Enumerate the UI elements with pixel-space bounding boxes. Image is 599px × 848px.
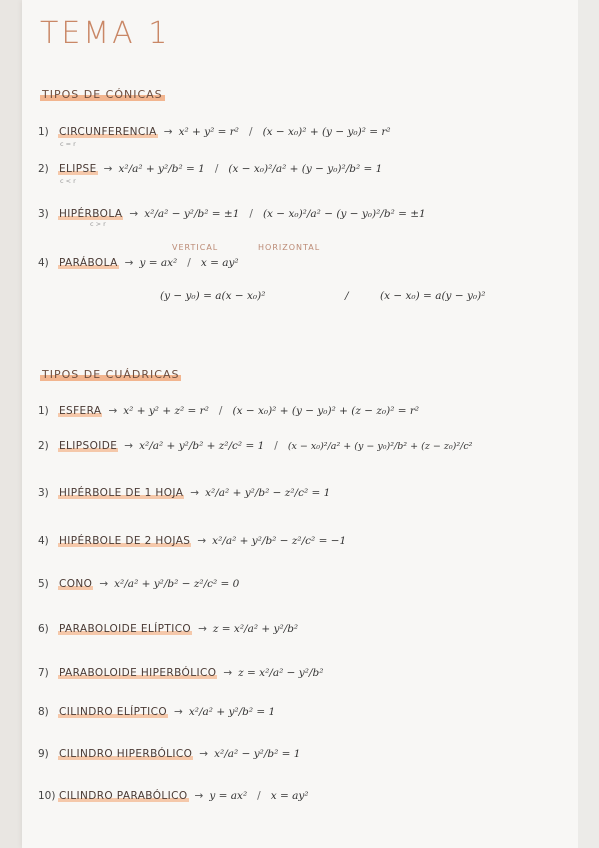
- arrow-icon: →: [163, 126, 173, 138]
- tag-horizontal: HORIZONTAL: [258, 243, 321, 252]
- conica-row: [38, 257, 579, 269]
- separator: /: [187, 257, 191, 269]
- separator: /: [218, 405, 223, 417]
- separator: /: [274, 440, 278, 452]
- equation-general: (x − x₀)²/a² + (y − y₀)²/b² + (z − z₀)²/c²: [287, 441, 473, 452]
- cuadrica-row: [38, 706, 579, 718]
- item-number: 2): [38, 440, 49, 452]
- arrow-icon: →: [223, 667, 233, 679]
- equation-general: (x − x₀)² + (y − y₀)² = r²: [262, 126, 391, 138]
- separator: /: [214, 163, 219, 175]
- cuadrica-row: [38, 405, 579, 417]
- item-name: PARÁBOLA: [59, 257, 118, 269]
- tag-vertical: VERTICAL: [172, 243, 219, 252]
- item-number: 4): [38, 257, 49, 269]
- condition-note: c < r: [60, 177, 76, 185]
- equation: z = x²/a² + y²/b²: [212, 623, 299, 635]
- separator: /: [257, 790, 261, 802]
- item-name: HIPÉRBOLE DE 1 HOJA: [59, 487, 184, 499]
- item-name: CILINDRO PARABÓLICO: [59, 790, 188, 802]
- condition-note: c > r: [90, 220, 106, 228]
- item-name: ELIPSE: [59, 163, 97, 175]
- arrow-icon: →: [108, 405, 118, 417]
- arrow-icon: →: [124, 257, 134, 269]
- equation-general: (x − x₀)²/a² − (y − y₀)²/b² = ±1: [262, 208, 426, 220]
- item-number: 3): [38, 487, 49, 499]
- equation: x²/a² − y²/b² = 1: [214, 748, 301, 760]
- item-name: ELIPSOIDE: [59, 440, 118, 452]
- item-number: 4): [38, 535, 49, 547]
- cuadrica-row: [38, 487, 579, 499]
- equation: z = x²/a² − y²/b²: [238, 667, 324, 679]
- separator: /: [345, 290, 349, 302]
- equation: x² + y² = r²: [178, 126, 240, 138]
- item-number: 7): [38, 667, 49, 679]
- separator: /: [249, 208, 253, 220]
- cuadrica-row: [38, 623, 579, 635]
- arrow-icon: →: [190, 487, 200, 499]
- cuadrica-row: [38, 440, 579, 452]
- equation-general: x = ay²: [200, 257, 239, 269]
- equation-vertex-vertical: (y − y₀) = a(x − x₀)²: [160, 290, 266, 302]
- equation: y = ax²: [209, 790, 248, 802]
- equation: x² + y² + z² = r²: [123, 405, 209, 417]
- equation-vertex-horizontal: (x − x₀) = a(y − y₀)²: [380, 290, 486, 302]
- cuadrica-row: [38, 667, 579, 679]
- equation: x²/a² + y²/b² − z²/c² = 0: [114, 578, 240, 590]
- equation: y = ax²: [139, 257, 178, 269]
- item-number: 1): [38, 405, 49, 417]
- item-name: HIPÉRBOLA: [59, 208, 123, 220]
- item-number: 8): [38, 706, 49, 718]
- conica-row: [38, 208, 579, 220]
- section-heading-cuadricas: TIPOS DE CUÁDRICAS: [42, 368, 180, 381]
- arrow-icon: →: [198, 623, 207, 635]
- cuadrica-row: [38, 790, 579, 802]
- page-edge-left: [0, 0, 22, 848]
- equation: x²/a² + y²/b² − z²/c² = 1: [205, 487, 331, 499]
- cuadrica-row: [38, 535, 579, 547]
- conica-row: [38, 163, 579, 175]
- item-number: 1): [38, 126, 49, 138]
- item-number: 2): [38, 163, 49, 175]
- item-name: PARABOLOIDE ELÍPTICO: [59, 623, 192, 635]
- arrow-icon: →: [174, 706, 183, 718]
- arrow-icon: →: [199, 748, 209, 760]
- item-name: CIRCUNFERENCIA: [59, 126, 157, 138]
- conica-row: [38, 126, 579, 138]
- arrow-icon: →: [103, 163, 113, 175]
- item-number: 6): [38, 623, 49, 635]
- item-number: 10): [38, 790, 56, 802]
- page-edge-right: [578, 0, 599, 848]
- equation: x²/a² + y²/b² + z²/c² = 1: [139, 440, 265, 452]
- item-name: HIPÉRBOLE DE 2 HOJAS: [59, 535, 191, 547]
- item-number: 5): [38, 578, 49, 590]
- cuadrica-row: [38, 748, 579, 760]
- item-name: CILINDRO HIPERBÓLICO: [59, 748, 193, 760]
- condition-note: c = r: [60, 140, 76, 148]
- item-number: 3): [38, 208, 49, 220]
- separator: /: [249, 126, 253, 138]
- equation-general: (x − x₀)²/a² + (y − y₀)²/b² = 1: [228, 163, 383, 175]
- equation: x²/a² + y²/b² = 1: [118, 163, 205, 175]
- cuadrica-row: [38, 578, 579, 590]
- item-name: ESFERA: [59, 405, 102, 417]
- arrow-icon: →: [129, 208, 139, 220]
- section-heading-conicas: TIPOS DE CÓNICAS: [42, 88, 163, 101]
- page-title: TEMA 1: [40, 16, 171, 51]
- arrow-icon: →: [99, 578, 109, 590]
- equation: x²/a² − y²/b² = ±1: [144, 208, 240, 220]
- arrow-icon: →: [194, 790, 204, 802]
- equation-general: x = ay²: [270, 790, 309, 802]
- equation-general: (x − x₀)² + (y − y₀)² + (z − z₀)² = r²: [232, 405, 420, 417]
- item-name: CILINDRO ELÍPTICO: [59, 706, 168, 718]
- equation: x²/a² + y²/b² = 1: [188, 706, 276, 718]
- arrow-icon: →: [124, 440, 134, 452]
- equation: x²/a² + y²/b² − z²/c² = −1: [212, 535, 347, 547]
- item-name: PARABOLOIDE HIPERBÓLICO: [59, 667, 217, 679]
- arrow-icon: →: [197, 535, 207, 547]
- item-name: CONO: [59, 578, 93, 590]
- item-number: 9): [38, 748, 49, 760]
